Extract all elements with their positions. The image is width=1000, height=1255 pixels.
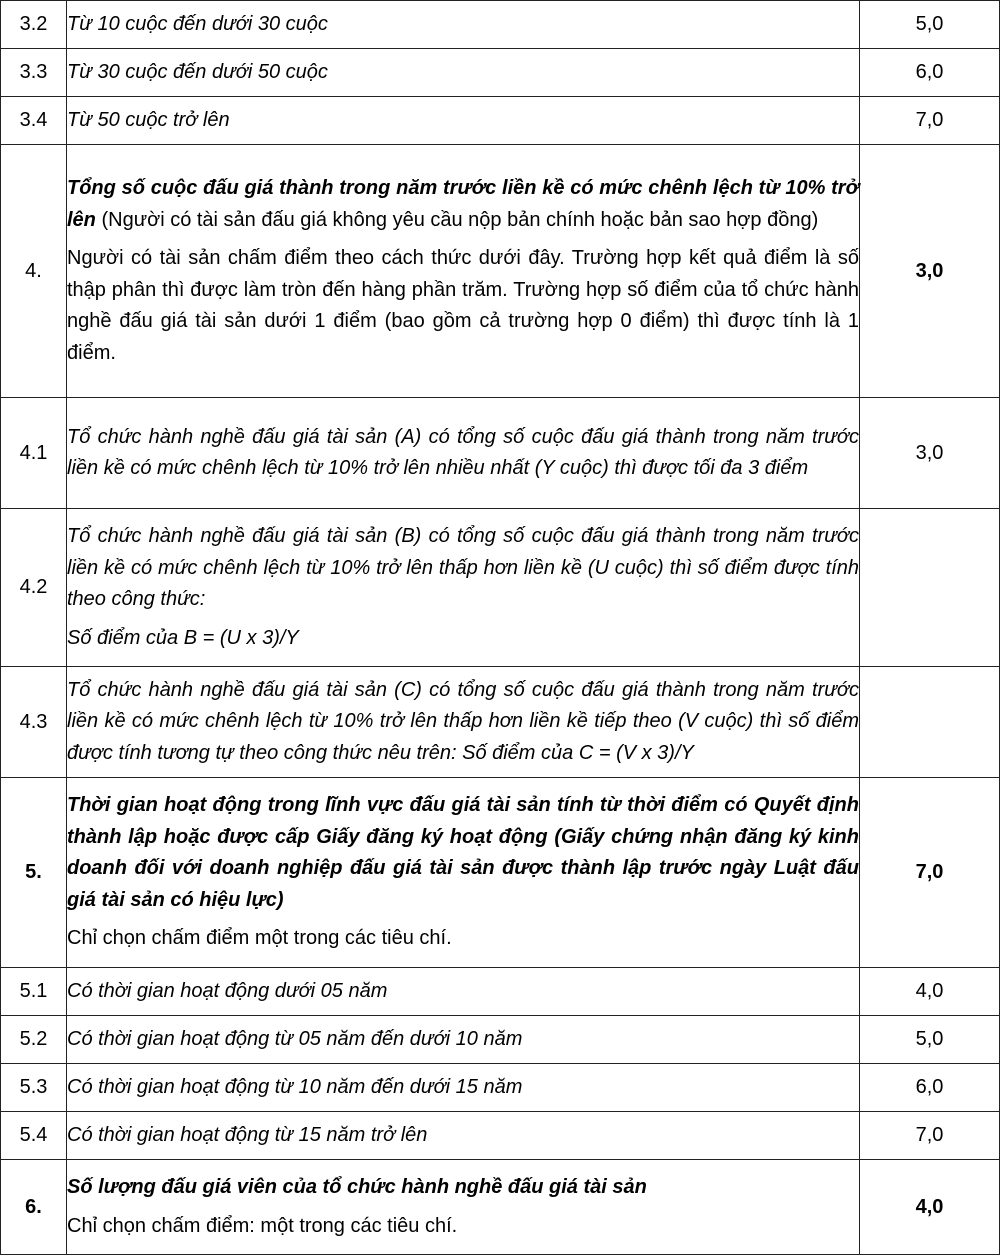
criterion-description: Người có tài sản chấm điểm theo cách thức dưới đây. Trường hợp kết quả điểm là số thập phân thì được làm tròn đến hàng phần trăm. Trường hợp số điểm của tổ chức hành nghề đấu giá tài sản dưới 1 điểm (bao gồm cả trường hợp 0 điểm) thì được tính là 1 điểm.	[67, 247, 859, 364]
criterion-formula: Số điểm của B = (U x 3)/Y	[67, 626, 299, 649]
criterion-score: 4,0	[860, 1160, 1000, 1255]
criterion-number: 5.4	[1, 1112, 67, 1160]
table-row	[1, 1112, 1000, 1160]
table-row	[1, 145, 1000, 398]
criterion-number: 5.	[1, 778, 67, 968]
criterion-description: Chỉ chọn chấm điểm: một trong các tiêu chí.	[67, 1214, 458, 1237]
table-row	[1, 1, 1000, 49]
criterion-number: 4.2	[1, 509, 67, 667]
criterion-title: Tổng số cuộc đấu giá thành trong năm trước liền kề có mức chênh lệch từ 10% trở lên	[67, 177, 859, 231]
criterion-title: Tổ chức hành nghề đấu giá tài sản (B) có tổng số cuộc đấu giá thành trong năm trước liền kề có mức chênh lệch từ 10% trở lên thấp hơn liền kề (U cuộc) thì số điểm được tính theo công thức:	[67, 525, 859, 610]
criterion-score: 7,0	[860, 97, 1000, 145]
table-row	[1, 968, 1000, 1016]
criterion-number: 3.3	[1, 49, 67, 97]
criterion-score: 6,0	[860, 49, 1000, 97]
criterion-number: 4.	[1, 145, 67, 398]
table-row	[1, 1064, 1000, 1112]
criterion-score	[860, 667, 1000, 778]
criterion-description: Chỉ chọn chấm điểm một trong các tiêu chí.	[67, 927, 452, 950]
criterion-title: Có thời gian hoạt động từ 10 năm đến dưới 15 năm	[67, 1064, 860, 1112]
criterion-number: 6.	[1, 1160, 67, 1255]
criterion-score: 7,0	[860, 1112, 1000, 1160]
table-row	[1, 1016, 1000, 1064]
criterion-number: 4.3	[1, 667, 67, 778]
criterion-title: Số lượng đấu giá viên của tổ chức hành nghề đấu giá tài sản	[67, 1176, 647, 1198]
criterion-title: Tổ chức hành nghề đấu giá tài sản (C) có tổng số cuộc đấu giá thành trong năm trước liền kề có mức chênh lệch từ 10% trở lên thấp hơn liền kề tiếp theo (V cuộc) thì số điểm được tính tương tự theo công thức nêu trên: Số điểm của C = (V x 3)/Y	[67, 667, 860, 778]
table-row	[1, 97, 1000, 145]
criterion-title: Có thời gian hoạt động từ 05 năm đến dưới 10 năm	[67, 1016, 860, 1064]
criterion-title: Từ 50 cuộc trở lên	[67, 97, 860, 145]
criterion-content	[67, 145, 860, 398]
criterion-score: 4,0	[860, 968, 1000, 1016]
criterion-title: Tổ chức hành nghề đấu giá tài sản (A) có tổng số cuộc đấu giá thành trong năm trước liền kề có mức chênh lệch từ 10% trở lên nhiều nhất (Y cuộc) thì được tối đa 3 điểm	[67, 398, 860, 509]
criterion-heading	[67, 173, 859, 236]
criterion-title: Có thời gian hoạt động dưới 05 năm	[67, 968, 860, 1016]
criterion-score: 5,0	[860, 1, 1000, 49]
criterion-number: 5.3	[1, 1064, 67, 1112]
criterion-number: 5.2	[1, 1016, 67, 1064]
criterion-title: Thời gian hoạt động trong lĩnh vực đấu giá tài sản tính từ thời điểm có Quyết định thành lập hoặc được cấp Giấy đăng ký hoạt động (Giấy chứng nhận đăng ký kinh doanh đối với doanh nghiệp đấu giá tài sản được thành lập trước ngày Luật đấu giá tài sản có hiệu lực)	[67, 794, 859, 911]
table-row	[1, 509, 1000, 667]
criterion-score: 5,0	[860, 1016, 1000, 1064]
criterion-content	[67, 778, 860, 968]
criterion-title: Từ 10 cuộc đến dưới 30 cuộc	[67, 1, 860, 49]
criterion-number: 5.1	[1, 968, 67, 1016]
criterion-content	[67, 509, 860, 667]
criterion-score: 3,0	[860, 398, 1000, 509]
criterion-score	[860, 509, 1000, 667]
table-row	[1, 1160, 1000, 1255]
criterion-note: (Người có tài sản đấu giá không yêu cầu nộp bản chính hoặc bản sao hợp đồng)	[95, 208, 819, 231]
criterion-score: 7,0	[860, 778, 1000, 968]
criterion-title: Có thời gian hoạt động từ 15 năm trở lên	[67, 1112, 860, 1160]
criterion-number: 3.4	[1, 97, 67, 145]
criterion-score: 6,0	[860, 1064, 1000, 1112]
table-row	[1, 49, 1000, 97]
table-row	[1, 398, 1000, 509]
criterion-score: 3,0	[860, 145, 1000, 398]
table-row	[1, 667, 1000, 778]
criterion-number: 4.1	[1, 398, 67, 509]
criterion-content	[67, 1160, 860, 1255]
table-row	[1, 778, 1000, 968]
criterion-number: 3.2	[1, 1, 67, 49]
criterion-title: Từ 30 cuộc đến dưới 50 cuộc	[67, 49, 860, 97]
